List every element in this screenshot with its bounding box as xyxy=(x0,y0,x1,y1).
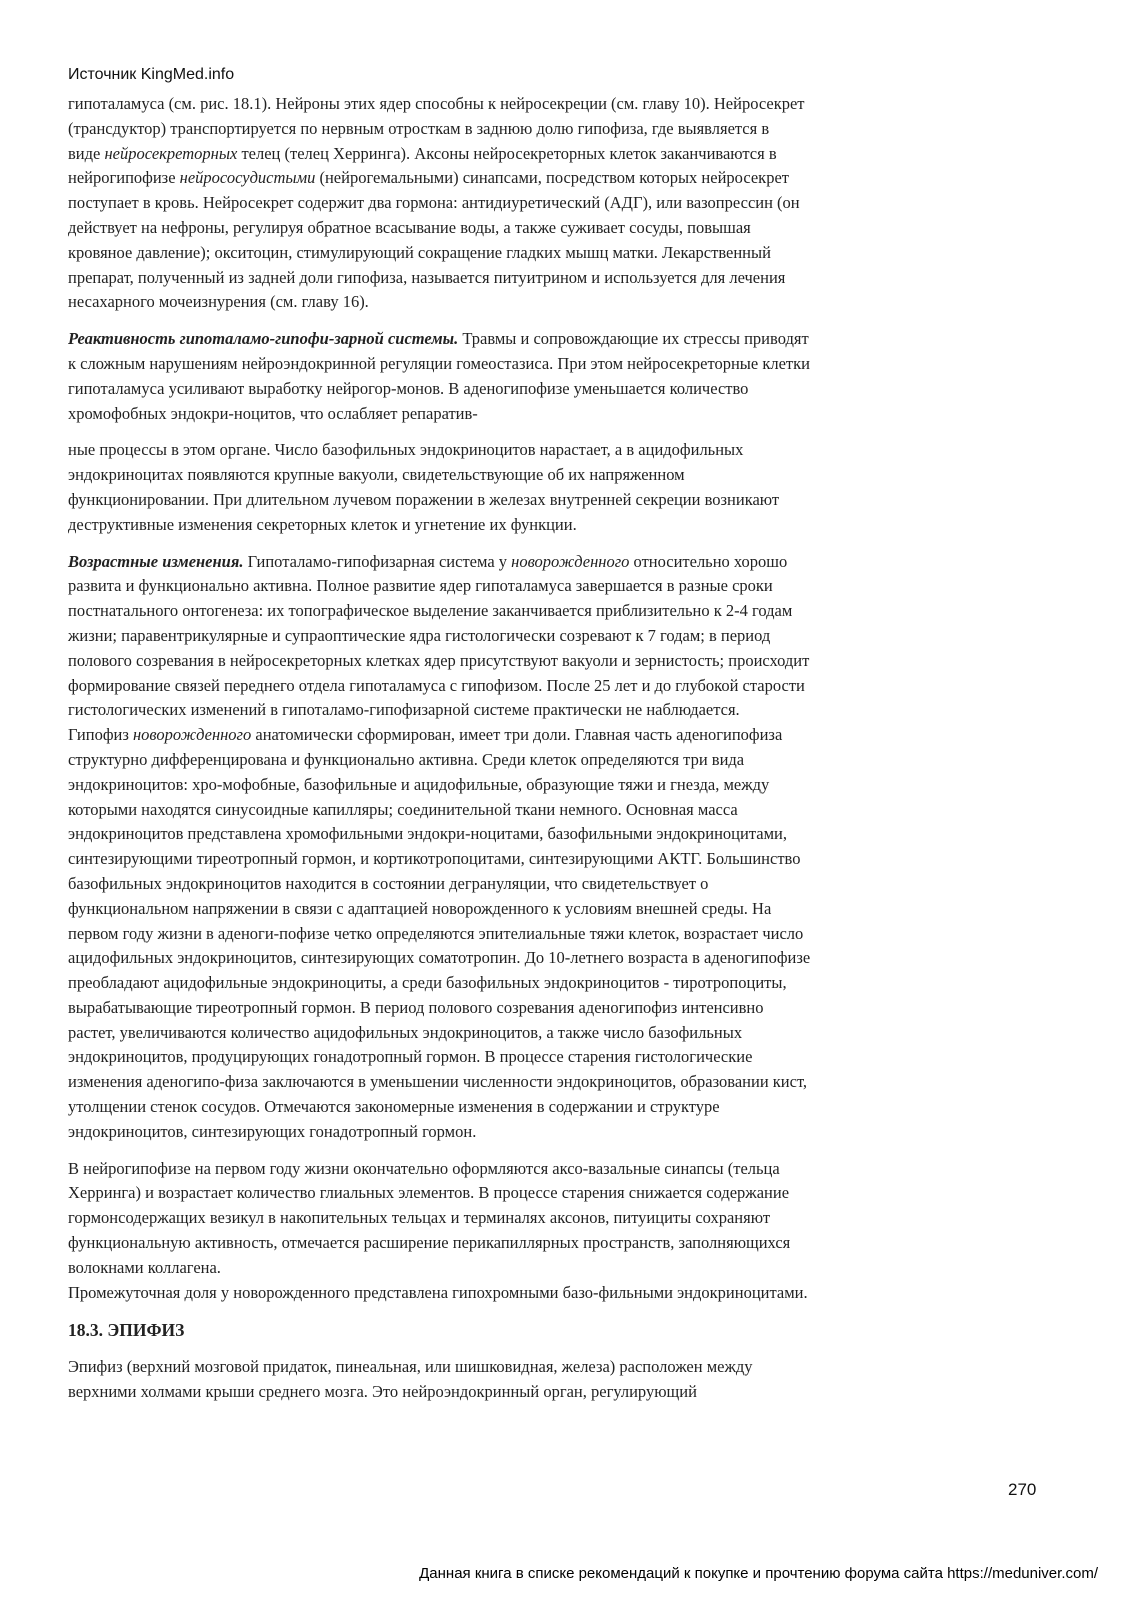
page-number: 270 xyxy=(1008,1480,1037,1499)
text-line xyxy=(68,402,1063,427)
text-run: развита и функционально активна. Полное развитие ядер гипоталамуса завершается в разные сроки xyxy=(68,576,773,596)
text-line xyxy=(68,1231,1063,1256)
text-line xyxy=(68,1181,1063,1206)
text-run: гормонсодержащих везикул в накопительных тельцах и терминалях аксонов, питуициты сохраняют xyxy=(68,1208,771,1228)
text-run: синтезирующими тиреотропный гормон, и кортикотропоцитами, синтезирующими АКТГ. Большинство xyxy=(68,849,801,869)
italic-term: новорожденного xyxy=(133,725,252,745)
text-line xyxy=(68,488,1063,513)
text-line xyxy=(68,241,1063,266)
text-run: ацидофильных эндокриноцитов, синтезирующих соматотропин. До 10-летнего возраста в аденогипофизе xyxy=(68,948,811,968)
run-in-heading: Реактивность гипоталамо-гипофи-зарной системы. xyxy=(68,329,459,349)
text-line xyxy=(68,142,1063,167)
text-line xyxy=(68,1380,1063,1405)
text-run: жизни; паравентрикулярные и супраоптические ядра гистологически созревают к 7 годам; в период xyxy=(68,625,771,645)
text-run: растет, увеличиваются количество ацидофильных эндокриноцитов, а также число базофильных xyxy=(68,1022,743,1042)
text-run: действует на нефроны, регулируя обратное всасывание воды, а также суживает сосуды, повышая xyxy=(68,217,751,237)
text-run: препарат, полученный из задней доли гипофиза, называется питуитрином и используется для лечения xyxy=(68,267,786,287)
text-run: эндокриноцитов представлена хромофильными эндокри-ноцитами, базофильными эндокриноцитами, xyxy=(68,824,787,844)
text-line xyxy=(68,463,1063,488)
text-line xyxy=(68,1120,1063,1145)
text-line xyxy=(68,723,1063,748)
text-line xyxy=(68,798,1063,823)
italic-term: нейросекреторных xyxy=(104,143,238,163)
text-run: первом году жизни в аденоги-пофизе четко определяются эпителиальные тяжи клеток, возрастает число xyxy=(68,923,804,943)
text-run: к сложным нарушениям нейроэндокринной регуляции гомеостазиса. При этом нейросекреторные клетки xyxy=(68,353,810,373)
text-line xyxy=(68,649,1063,674)
text-line xyxy=(68,674,1063,699)
text-line xyxy=(68,1021,1063,1046)
text-run: телец (телец Херринга). Аксоны нейросекреторных клеток заканчиваются в xyxy=(237,143,777,163)
text-run: гистологических изменений в гипоталамо-гипофизарной системе практически не наблюдается. xyxy=(68,700,740,720)
text-line xyxy=(68,1045,1063,1070)
text-line xyxy=(68,748,1063,773)
text-run: несахарного мочеизнурения (см. главу 16). xyxy=(68,292,369,312)
text-run: преобладают ацидофильные эндокриноциты, а среди базофильных эндокриноцитов - тиротропоциты, xyxy=(68,973,787,993)
text-line xyxy=(68,624,1063,649)
text-run: функциональном напряжении в связи с адаптацией новорожденного к условиям внешней среды. На xyxy=(68,898,772,918)
text-run: базофильных эндокриноцитов находится в состоянии дегрануляции, что свидетельствует о xyxy=(68,873,709,893)
text-run: функционировании. При длительном лучевом поражении в железах внутренней секреции возникают xyxy=(68,489,780,509)
text-line xyxy=(68,550,1063,575)
text-run: Гипофиз xyxy=(68,725,133,745)
text-line xyxy=(68,377,1063,402)
text-run: эндокриноцитов, продуцирующих гонадотропный гормон. В процессе старения гистологические xyxy=(68,1047,753,1067)
paragraph xyxy=(68,92,1063,315)
text-line xyxy=(68,327,1063,352)
text-line xyxy=(68,946,1063,971)
text-run: (трансдуктор) транспортируется по нервным отросткам в заднюю долю гипофиза, где выявляется в xyxy=(68,118,770,138)
text-line xyxy=(68,599,1063,624)
text-line xyxy=(68,698,1063,723)
document-body xyxy=(68,92,1063,1417)
text-line xyxy=(68,922,1063,947)
text-run: которыми находятся синусоидные капилляры; соединительной ткани немного. Основная масса xyxy=(68,799,738,819)
text-run: В нейрогипофизе на первом году жизни окончательно оформляются аксо-вазальные синапсы (тельца xyxy=(68,1158,780,1178)
text-line xyxy=(68,438,1063,463)
text-run: Гипоталамо-гипофизарная система у xyxy=(243,551,512,571)
text-line xyxy=(68,117,1063,142)
text-run: полового созревания в нейросекреторных клетках ядер присутствуют вакуоли и зернистость; происходит xyxy=(68,650,810,670)
footer-note: Данная книга в списке рекомендаций к покупке и прочтению форума сайта https://meduniver.com/ xyxy=(419,1565,1098,1582)
text-line xyxy=(68,847,1063,872)
text-run: кровяное давление); окситоцин, стимулирующий сокращение гладких мышц матки. Лекарственный xyxy=(68,242,771,262)
text-line xyxy=(68,166,1063,191)
paragraph xyxy=(68,327,1063,426)
text-line xyxy=(68,352,1063,377)
source-header: Источник KingMed.info xyxy=(68,66,235,83)
text-line xyxy=(68,1256,1063,1281)
text-run: гипоталамуса усиливают выработку нейрогор-монов. В аденогипофизе уменьшается количество xyxy=(68,378,749,398)
text-line xyxy=(68,822,1063,847)
text-run: функциональную активность, отмечается расширение перикапиллярных пространств, заполняющихся xyxy=(68,1233,791,1253)
text-line xyxy=(68,1281,1063,1306)
text-run: Эпифиз (верхний мозговой придаток, пинеальная, или шишковидная, железа) расположен между xyxy=(68,1357,753,1377)
text-run: ные процессы в этом органе. Число базофильных эндокриноцитов нарастает, а в ацидофильных xyxy=(68,440,744,460)
text-run: изменения аденогипо-физа заключаются в уменьшении численности эндокриноцитов, образовании кист, xyxy=(68,1072,808,1092)
paragraph xyxy=(68,1157,1063,1306)
paragraph xyxy=(68,1355,1063,1405)
text-run: эндокриноцитов: хро-мофобные, базофильные и ацидофильные, образующие тяжи и гнезда, между xyxy=(68,774,770,794)
text-line xyxy=(68,266,1063,291)
paragraph xyxy=(68,550,1063,1145)
text-line xyxy=(68,1206,1063,1231)
text-run: Херринга) и возрастает количество глиальных элементов. В процессе старения снижается содержание xyxy=(68,1183,790,1203)
text-run: хромофобных эндокри-ноцитов, что ослабляет репаратив- xyxy=(68,403,478,423)
text-run: нейрогипофизе xyxy=(68,168,180,188)
text-run: деструктивные изменения секреторных клеток и угнетение их функции. xyxy=(68,514,577,534)
text-line xyxy=(68,216,1063,241)
text-run: относительно хорошо xyxy=(629,551,788,571)
text-line xyxy=(68,872,1063,897)
text-line xyxy=(68,290,1063,315)
run-in-heading: Возрастные изменения. xyxy=(68,551,244,571)
text-run: эндокриноцитах появляются крупные вакуоли, свидетельствующие об их напряженном xyxy=(68,465,685,485)
text-run: гипоталамуса (см. рис. 18.1). Нейроны этих ядер способны к нейросекреции (см. главу 10). Нейросекрет xyxy=(68,94,805,113)
text-line xyxy=(68,191,1063,216)
text-line xyxy=(68,1095,1063,1120)
text-line xyxy=(68,897,1063,922)
text-run: утолщении стенок сосудов. Отмечаются закономерные изменения в содержании и структуре xyxy=(68,1097,720,1117)
text-run: виде xyxy=(68,143,105,163)
section-heading: 18.3. ЭПИФИЗ xyxy=(68,1320,185,1341)
text-line xyxy=(68,92,1063,117)
text-run: (нейрогемальными) синапсами, посредством которых нейросекрет xyxy=(315,168,789,188)
text-run: волокнами коллагена. xyxy=(68,1257,221,1277)
text-run: Промежуточная доля у новорожденного представлена гипохромными базо-фильными эндокриноцитами. xyxy=(68,1282,808,1302)
text-run: формирование связей переднего отдела гипоталамуса с гипофизом. После 25 лет и до глубокой старости xyxy=(68,675,805,695)
italic-term: нейрососудистыми xyxy=(179,168,316,188)
text-run: верхними холмами крыши среднего мозга. Это нейроэндокринный орган, регулирующий xyxy=(68,1382,697,1402)
text-run: эндокриноцитов, синтезирующих гонадотропный гормон. xyxy=(68,1121,477,1141)
text-run: постнатального онтогенеза: их топографическое выделение заканчивается приблизительно к 2-4 годам xyxy=(68,601,793,621)
italic-term: новорожденного xyxy=(511,551,630,571)
text-line xyxy=(68,773,1063,798)
text-line xyxy=(68,574,1063,599)
text-run: структурно дифференцирована и функционально активна. Среди клеток определяются три вида xyxy=(68,749,745,769)
text-line xyxy=(68,1355,1063,1380)
text-line xyxy=(68,1157,1063,1182)
text-line xyxy=(68,1070,1063,1095)
text-run: анатомически сформирован, имеет три доли. Главная часть аденогипофиза xyxy=(251,725,783,745)
text-run: вырабатывающие тиреотропный гормон. В период полового созревания аденогипофиз интенсивно xyxy=(68,997,764,1017)
text-run: Травмы и сопровождающие их стрессы приводят xyxy=(458,329,809,349)
text-run: поступает в кровь. Нейросекрет содержит два гормона: антидиуретический (АДГ), или вазопрессин (он xyxy=(68,193,800,213)
text-line xyxy=(68,513,1063,538)
text-line xyxy=(68,971,1063,996)
text-line xyxy=(68,996,1063,1021)
paragraph xyxy=(68,438,1063,537)
